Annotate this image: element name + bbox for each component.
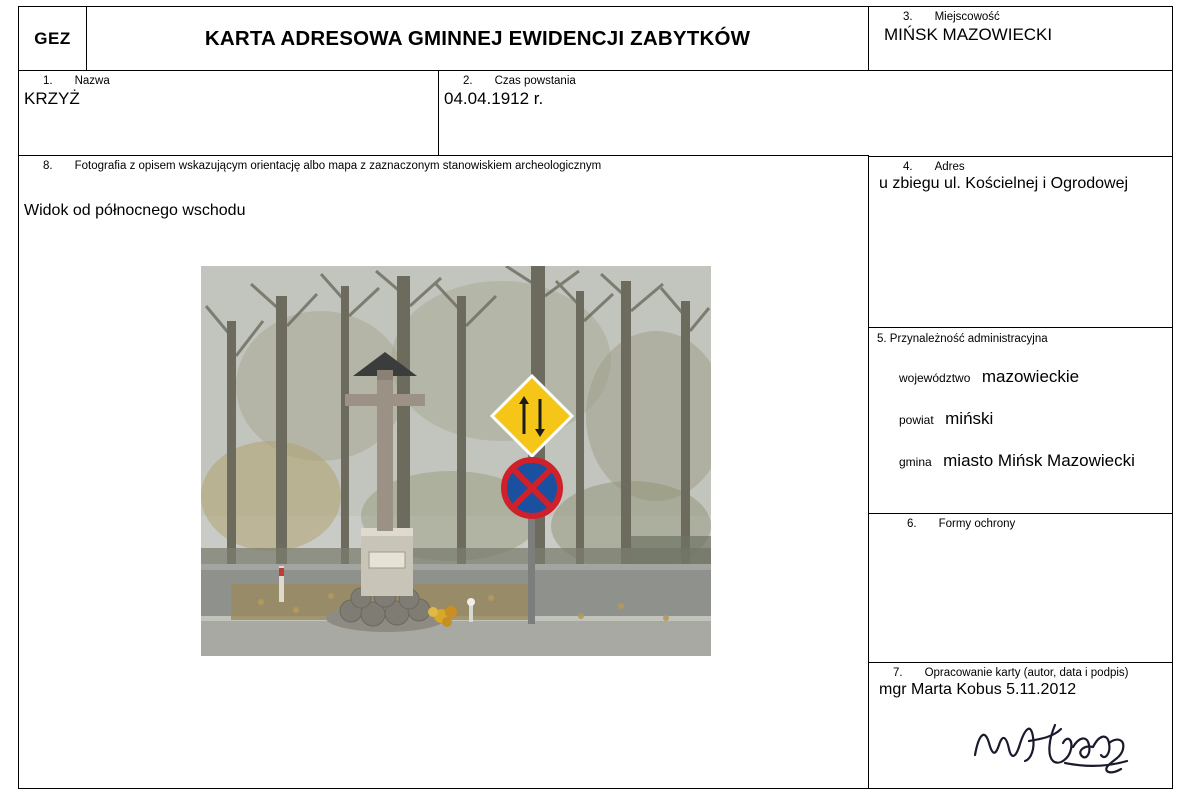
field-fotografia-number: 8. — [43, 160, 53, 172]
field-nazwa-header — [19, 75, 438, 87]
name-and-date-row — [19, 71, 869, 156]
gez-badge — [19, 7, 87, 70]
field-adres-header — [869, 161, 1172, 173]
photo-caption: Widok od północnego wschodu — [24, 202, 246, 219]
field-opracowanie-karty — [869, 663, 1172, 788]
admin-label-powiat: powiat — [899, 413, 934, 427]
document-title-cell — [87, 7, 869, 70]
field-opracowanie-value: mgr Marta Kobus 5.11.2012 — [879, 681, 1077, 698]
field-fotografia-header — [19, 156, 868, 172]
admin-row-wojewodztwo — [877, 367, 1172, 387]
field-miejscowosc-header — [879, 11, 1172, 23]
field-miejscowosc-value: MIŃSK MAZOWIECKI — [884, 25, 1053, 44]
field-czas-number: 2. — [463, 75, 473, 87]
signature — [969, 711, 1149, 781]
field-adres-number: 4. — [903, 161, 913, 173]
signature-mark — [969, 711, 1149, 781]
gez-record-card — [18, 6, 1173, 789]
field-czas-header — [439, 75, 869, 87]
field-nazwa-value: KRZYŻ — [24, 89, 80, 108]
field-miejscowosc-number: 3. — [903, 11, 913, 23]
admin-label-wojewodztwo: województwo — [899, 371, 971, 385]
admin-row-gmina — [877, 451, 1172, 471]
field-czas-value: 04.04.1912 r. — [444, 89, 544, 108]
header-row — [19, 7, 1172, 71]
field-miejscowosc — [869, 7, 1172, 70]
admin-value-powiat: miński — [945, 409, 994, 428]
field-nazwa — [19, 71, 439, 155]
photograph-image — [201, 266, 711, 656]
field-miejscowosc-label: Miejscowość — [934, 11, 1000, 23]
field-adres-label: Adres — [934, 161, 965, 173]
field-formy-number: 6. — [907, 518, 917, 530]
field-formy-header — [869, 518, 1172, 530]
field-formy-label: Formy ochrony — [938, 518, 1016, 530]
field-przynaleznosc-administracyjna — [869, 328, 1172, 514]
field-przynaleznosc-header: 5. Przynależność administracyjna — [877, 333, 1048, 345]
field-nazwa-number: 1. — [43, 75, 53, 87]
field-czas-label: Czas powstania — [494, 75, 576, 87]
admin-label-gmina: gmina — [899, 455, 932, 469]
field-fotografia — [19, 156, 869, 788]
field-formy-ochrony — [869, 514, 1172, 663]
page-title: KARTA ADRESOWA GMINNEJ EWIDENCJI ZABYTKÓW — [204, 26, 751, 50]
traffic-sign-no-stopping — [504, 460, 560, 516]
field-opracowanie-number: 7. — [893, 667, 903, 679]
gez-label: GEZ — [34, 28, 71, 48]
photograph — [201, 266, 711, 656]
field-czas-powstania — [439, 71, 869, 155]
field-fotografia-label: Fotografia z opisem wskazującym orientację albo mapa z zaznaczonym stanowiskiem archeologicznym — [74, 160, 602, 172]
right-column — [869, 71, 1172, 788]
admin-value-gmina: miasto Mińsk Mazowiecki — [943, 451, 1135, 470]
field-adres-value: u zbiegu ul. Kościelnej i Ogrodowej — [879, 175, 1129, 192]
miejscowosc-extension — [869, 71, 1172, 156]
admin-row-powiat — [877, 409, 1172, 429]
admin-value-wojewodztwo: mazowieckie — [981, 367, 1080, 386]
field-opracowanie-header — [869, 667, 1172, 679]
field-opracowanie-label: Opracowanie karty (autor, data i podpis) — [924, 667, 1129, 679]
field-nazwa-label: Nazwa — [74, 75, 110, 87]
field-adres — [869, 156, 1172, 328]
